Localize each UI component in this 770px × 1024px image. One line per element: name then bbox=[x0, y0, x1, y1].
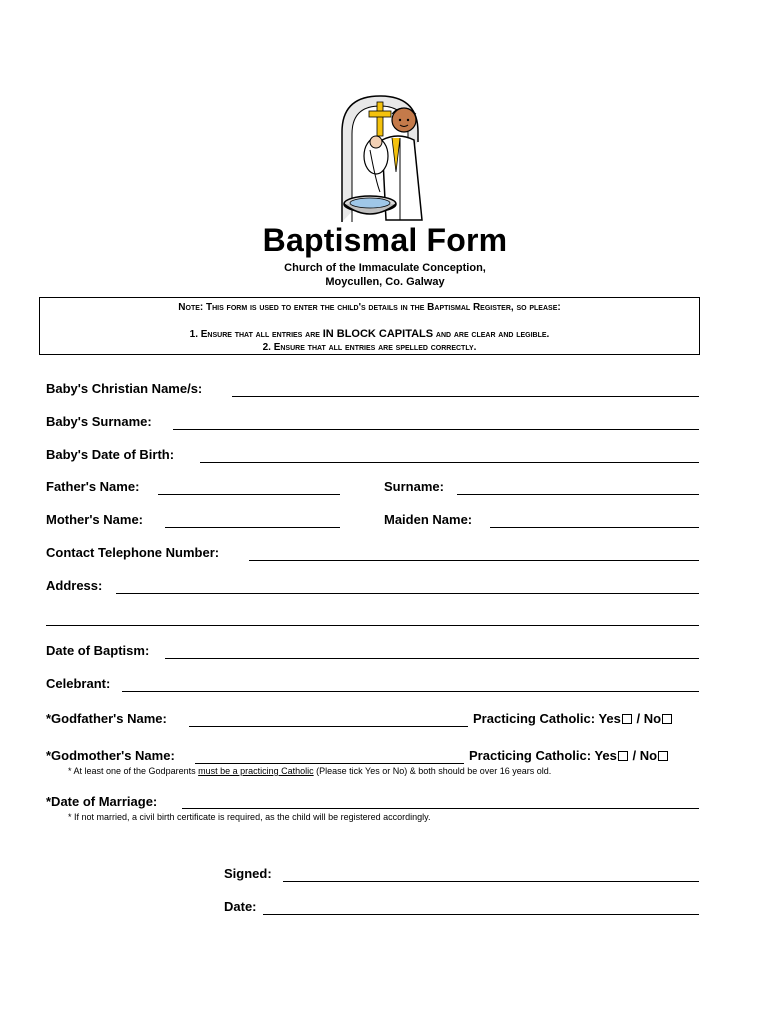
address-field-line-2[interactable] bbox=[46, 625, 699, 626]
mother-name-field[interactable] bbox=[165, 527, 340, 528]
godmother-yes-checkbox[interactable] bbox=[618, 751, 628, 761]
note-item-1-post: and are clear and legible. bbox=[433, 329, 550, 340]
instructions-box bbox=[39, 297, 700, 355]
surname-label: Baby's Surname: bbox=[46, 414, 152, 429]
godparent-footnote-post: (Please tick Yes or No) & both should be over 16 years old. bbox=[313, 766, 552, 776]
maiden-name-label: Maiden Name: bbox=[384, 512, 473, 527]
dob-field[interactable] bbox=[200, 462, 699, 463]
godmother-no-checkbox[interactable] bbox=[658, 751, 668, 761]
celebrant-field[interactable] bbox=[122, 691, 699, 692]
surname-field[interactable] bbox=[173, 429, 699, 430]
godfather-yes-checkbox[interactable] bbox=[622, 714, 632, 724]
church-name: Church of the Immaculate Conception, bbox=[284, 262, 486, 274]
church-location: Moycullen, Co. Galway bbox=[325, 276, 445, 288]
marriage-date-label: *Date of Marriage: bbox=[46, 794, 158, 809]
godmother-name-field[interactable] bbox=[195, 763, 464, 764]
father-name-field[interactable] bbox=[158, 494, 340, 495]
christian-name-field[interactable] bbox=[232, 396, 699, 397]
father-name-label: Father's Name: bbox=[46, 479, 140, 494]
note-item-1-pre: 1. Ensure that all entries are bbox=[189, 329, 323, 340]
godmother-practicing-label: Practicing Catholic: Yes bbox=[469, 748, 617, 763]
phone-label: Contact Telephone Number: bbox=[46, 545, 220, 560]
godfather-no-checkbox[interactable] bbox=[662, 714, 672, 724]
godfather-practicing-label: Practicing Catholic: Yes bbox=[473, 711, 621, 726]
maiden-name-field[interactable] bbox=[490, 527, 699, 528]
page-title: Baptismal Form bbox=[262, 222, 508, 258]
godparent-footnote-pre: * At least one of the Godparents bbox=[68, 766, 199, 776]
godmother-name-label: *Godmother's Name: bbox=[46, 748, 175, 763]
note-item-1 bbox=[40, 328, 699, 340]
priest-baptism-illustration bbox=[340, 92, 432, 224]
christian-name-label: Baby's Christian Name/s: bbox=[46, 381, 203, 396]
baptism-date-label: Date of Baptism: bbox=[46, 643, 150, 658]
godfather-no-label: / No bbox=[632, 711, 662, 726]
date-label: Date: bbox=[224, 899, 257, 914]
signature-field[interactable] bbox=[283, 881, 699, 882]
father-surname-field[interactable] bbox=[457, 494, 699, 495]
date-field[interactable] bbox=[263, 914, 699, 915]
baptism-date-field[interactable] bbox=[165, 658, 699, 659]
address-label: Address: bbox=[46, 578, 103, 593]
godparent-footnote-emphasis: must be a practicing Catholic bbox=[198, 766, 314, 776]
note-item-2: 2. Ensure that all entries are spelled correctly. bbox=[262, 342, 477, 353]
phone-field[interactable] bbox=[249, 560, 699, 561]
signed-label: Signed: bbox=[224, 866, 272, 881]
note-item-1-emphasis: IN BLOCK CAPITALS bbox=[322, 328, 434, 340]
marriage-footnote: * If not married, a civil birth certificate is required, as the child will be registered accordingly. bbox=[68, 812, 431, 822]
address-field-line-1[interactable] bbox=[116, 593, 699, 594]
father-surname-label: Surname: bbox=[384, 479, 444, 494]
godfather-practicing bbox=[473, 711, 673, 726]
godparent-footnote bbox=[68, 766, 551, 776]
godmother-no-label: / No bbox=[628, 748, 658, 763]
godfather-name-label: *Godfather's Name: bbox=[46, 711, 167, 726]
celebrant-label: Celebrant: bbox=[46, 676, 111, 691]
godfather-name-field[interactable] bbox=[189, 726, 468, 727]
marriage-date-field[interactable] bbox=[182, 808, 699, 809]
godmother-practicing bbox=[469, 748, 669, 763]
dob-label: Baby's Date of Birth: bbox=[46, 447, 175, 462]
mother-name-label: Mother's Name: bbox=[46, 512, 143, 527]
note-intro: Note: This form is used to enter the child's details in the Baptismal Register, so please: bbox=[178, 302, 561, 313]
